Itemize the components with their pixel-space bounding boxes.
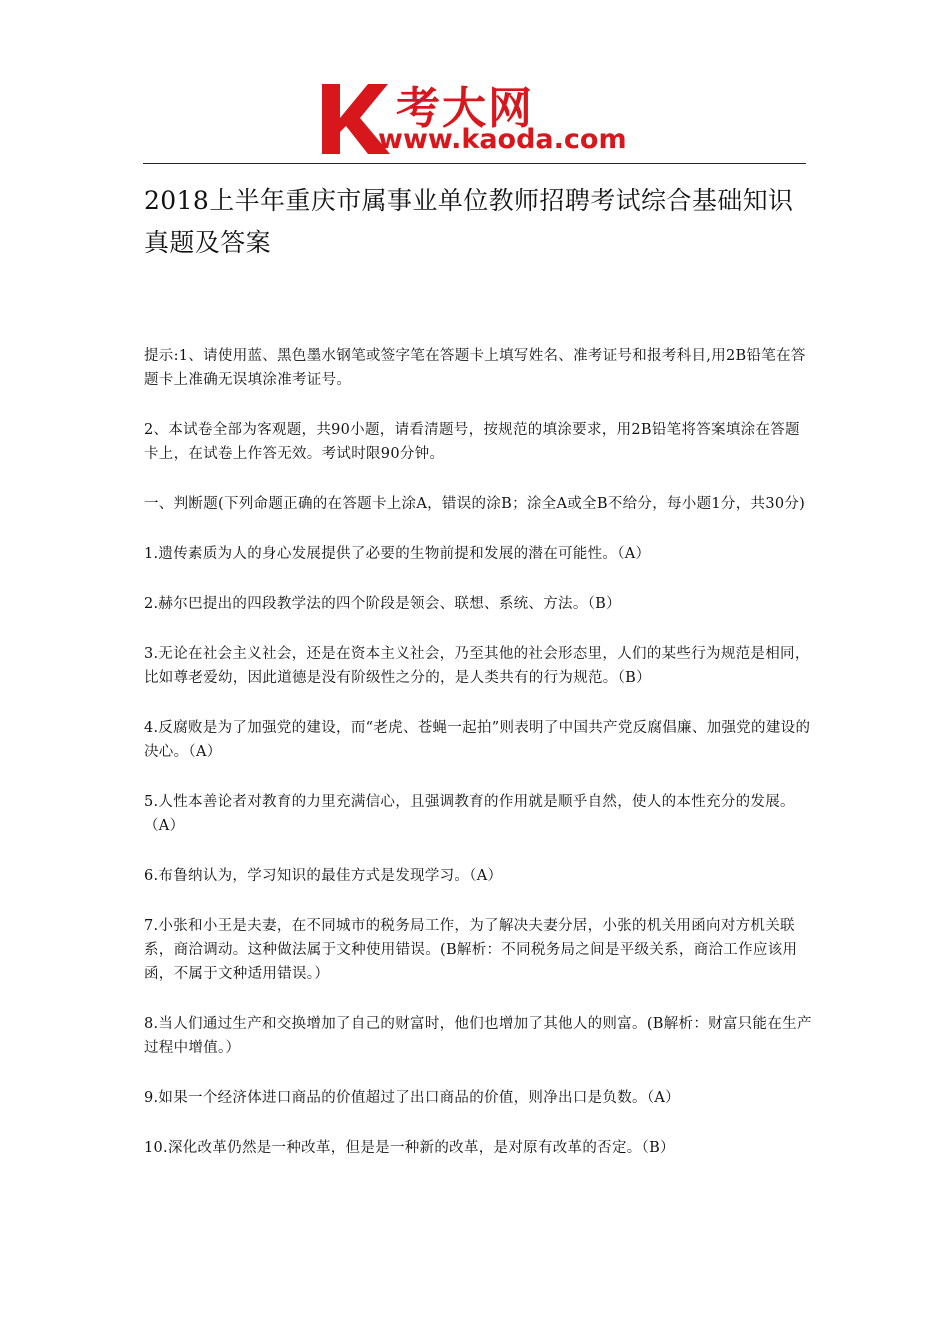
instruction-2: 2、本试卷全部为客观题，共90小题，请看清题号，按规范的填涂要求，用2B铅笔将答案填涂在答题卡上，在试卷上作答无效。考试时限90分钟。 (144, 422, 800, 462)
question-10: 10.深化改革仍然是一种改革，但是是一种新的改革，是对原有改革的否定。（B） (144, 1140, 675, 1156)
document-body (144, 344, 812, 1160)
question-9: 9.如果一个经济体进口商品的价值超过了出口商品的价值，则净出口是负数。（A） (144, 1090, 680, 1106)
header-divider (143, 163, 806, 164)
question-3: 3.无论在社会主义社会，还是在资本主义社会，乃至其他的社会形态里，人们的某些行为规范是相同，比如尊老爱幼，因此道德是没有阶级性之分的，是人类共有的行为规范。（B） (144, 646, 810, 686)
question-7: 7.小张和小王是夫妻，在不同城市的税务局工作，为了解决夫妻分居，小张的机关用函向对方机关联系，商洽调动。这种做法属于文种使用错误。(B解析：不同税务局之间是平级关系，商洽工作应该用函，不属于文种适用错误。） (144, 918, 798, 982)
logo-chinese-text: 考大网 (396, 83, 534, 134)
question-4: 4.反腐败是为了加强党的建设，而“老虎、苍蝇一起拍”则表明了中国共产党反腐倡廉、加强党的建设的决心。（A） (144, 720, 811, 760)
question-2: 2.赫尔巴提出的四段教学法的四个阶段是领会、联想、系统、方法。（B） (144, 596, 621, 612)
question-8: 8.当人们通过生产和交换增加了自己的财富时，他们也增加了其他人的则富。(B解析：财富只能在生产过程中增值。） (144, 1016, 812, 1056)
question-1: 1.遗传素质为人的身心发展提供了必要的生物前提和发展的潜在可能性。（A） (144, 546, 651, 562)
instruction-1: 提示:1、请使用蓝、黑色墨水钢笔或签字笔在答题卡上填写姓名、准考证号和报考科目,用2B铅笔在答题卡上准确无误填涂准考证号。 (144, 348, 806, 388)
document-title: 2018上半年重庆市属事业单位教师招聘考试综合基础知识真题及答案 (144, 186, 794, 257)
kaoda-logo (318, 78, 648, 160)
logo-url-text: www.kaoda.com (378, 124, 627, 155)
question-6: 6.布鲁纳认为，学习知识的最佳方式是发现学习。（A） (144, 868, 503, 884)
section-heading: 一、判断题(下列命题正确的在答题卡上涂A，错误的涂B；涂全A或全B不给分，每小题1分，共30分) (144, 496, 806, 512)
question-5: 5.人性本善论者对教育的力里充满信心，且强调教育的作用就是顺乎自然，使人的本性充分的发展。（A） (144, 794, 795, 834)
